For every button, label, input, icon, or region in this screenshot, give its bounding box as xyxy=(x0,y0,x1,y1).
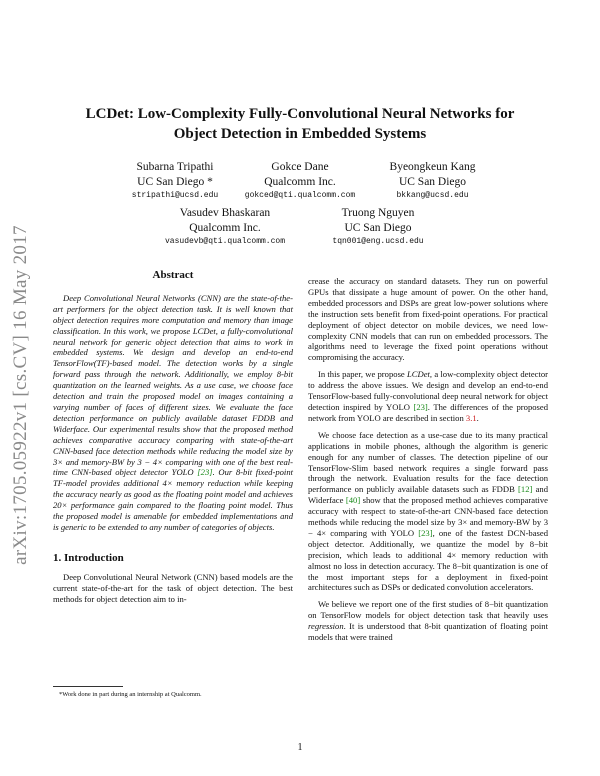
citation-link[interactable]: [23] xyxy=(197,467,213,478)
paragraph: crease the accuracy on standard datasets. They run on powerful GPUs that dissipate a huge amount of power. On the other hand, embedded processors and DSPs are great low-power solutions where the instruction sets benefit from fixed-point operations. For practical deployment of object detector on mobile devices, we need low-complexity CNN models that can run on embedded processors. The algorithms need to leverage the fixed point operations without compromising the accuracy. xyxy=(308,276,548,363)
author-name: Subarna Tripathi xyxy=(136,161,214,173)
abstract-part: Deep Convolutional Neural Networks (CNN) are the state-of-the-art performers for the object detection task. It is well known that object detection requires more computation and memory than image classification. In this work, we propose LCDet, a fully-convolutional neural network for generic object detection that aims to work in embedded systems. We design and develop an end-to-end TensorFlow(TF)-based model. The detection works by a single forward pass through the network. Additionally, we employ 8-bit quantization on the learned weights. As a use case, we choose face detection and train the proposed model on images containing a varying number of faces of different sizes. We evaluate the face detection performance on publicly available dataset FDDB and Widerface. Our experimental results show that the proposed method achieves comparative accuracy comparing with state-of-the-art CNN-based face detection methods while reducing the model size by 3× and memory-BW by 3 − 4× comparing with one of the best real-time CNN-based object detector YOLO xyxy=(53,292,293,478)
arxiv-stamp xyxy=(10,195,32,595)
author-affiliation: UC San Diego xyxy=(344,222,412,234)
footnote: *Work done in part during an internship at Qualcomm. xyxy=(59,691,202,698)
author-email: stripathi@ucsd.edu xyxy=(131,191,219,200)
text-run: . It is understood that 8-bit quantization of floating point models that were trained xyxy=(308,621,548,643)
section-link[interactable]: 3.1 xyxy=(465,412,477,423)
author-affiliation: Qualcomm Inc. xyxy=(189,222,261,234)
author-4 xyxy=(150,206,300,248)
abstract-text xyxy=(53,293,293,533)
citation-link[interactable]: [12] xyxy=(518,484,533,495)
citation-link[interactable]: [23] xyxy=(413,401,428,412)
title-line-2: Object Detection in Embedded Systems xyxy=(173,126,427,142)
paragraph xyxy=(308,430,548,594)
text-run: . xyxy=(476,412,479,423)
author-affiliation: UC San Diego xyxy=(398,176,467,188)
author-email: gokced@qti.qualcomm.com xyxy=(244,191,356,200)
author-name: Gokce Dane xyxy=(271,161,329,173)
text-run: We choose face detection as a use-case due to its many practical applications in mobile phones, although the algorithm is generic enough for any number of classes. The detection pipeline of our TensorFlow-Slim based network requires a single forward pass through the network. Evaluation results for the face detection performance on publicly available datasets such as FDDB xyxy=(308,429,548,495)
citation-link[interactable]: [40] xyxy=(345,495,361,506)
author-affiliation: Qualcomm Inc. xyxy=(264,176,336,188)
page-number: 1 xyxy=(297,742,303,753)
author-2 xyxy=(225,160,375,202)
author-5 xyxy=(318,206,438,248)
author-name: Truong Nguyen xyxy=(341,207,415,219)
paragraph xyxy=(308,599,548,643)
author-name: Byeongkeun Kang xyxy=(389,161,476,173)
arxiv-stamp-text: arXiv:1705.05922v1 [cs.CV] 16 May 2017 xyxy=(10,225,31,565)
emphasis: LCDet xyxy=(406,369,430,380)
abstract-heading: Abstract xyxy=(152,269,194,281)
title-line-1: LCDet: Low-Complexity Fully-Convolutional Neural Networks for xyxy=(85,106,515,122)
author-email: vasudevb@qti.qualcomm.com xyxy=(164,237,286,246)
paper-title xyxy=(60,104,540,144)
author-name: Vasudev Bhaskaran xyxy=(179,207,271,219)
text-run: show that the proposed method achieves comparative accuracy with respect to state-of-the-art CNN-based face detection methods while reducing the model size by 3× and memory-BW by 3 − 4× comparing with YOLO xyxy=(308,495,548,538)
author-3 xyxy=(370,160,495,202)
intro-paragraph: Deep Convolutional Neural Network (CNN) based models are the current state-of-the-art for the task of object detection. The best methods for object detection aim to in- xyxy=(53,571,293,604)
text-run: , a low-complexity object detector to address the above issues. We design and develop an end-to-end TensorFlow-based fully-convolutional deep neural network for object detection inspired by YOLO xyxy=(308,369,548,412)
right-column xyxy=(308,276,548,649)
author-affiliation: UC San Diego * xyxy=(137,176,213,188)
author-1 xyxy=(110,160,240,202)
citation-link[interactable]: [23] xyxy=(418,527,433,538)
author-email: bkkang@ucsd.edu xyxy=(396,191,469,200)
author-email: tqn001@eng.ucsd.edu xyxy=(332,237,424,246)
text-run: , one of the fastest DCN-based object detector. Additionally, we quantize the model by 8−bit precision, which leads to additional 4× memory reduction with almost no loss in detection accuracy. The 8−bit quantization is one of the most important steps for a deployment in fixed-point architectures such as DSPs or dedicated convolution accelerators. xyxy=(308,527,548,593)
abstract-part: . Our 8-bit fixed-point TF-model provides additional 4× memory reduction while keeping the accuracy nearly as good as the floating point model and achieves 20× performance gain compared to the floating point model. Thus the proposed model is amenable for embedded implementations and is generic to be extended to any number of categories of objects. xyxy=(53,467,293,532)
paragraph xyxy=(308,369,548,424)
text-run: We believe we report one of the first studies of 8−bit quantization on TensorFlow models for object detection task that heavily uses xyxy=(308,599,548,621)
text-run: . The differences of the proposed network from YOLO are described in section xyxy=(308,401,548,423)
emphasis: regression xyxy=(308,621,344,632)
footnote-divider xyxy=(53,686,123,687)
intro-heading: 1. Introduction xyxy=(53,551,124,564)
text-run: In this paper, we propose xyxy=(318,369,407,380)
text-run: and Widerface xyxy=(308,484,548,506)
left-column xyxy=(53,270,293,610)
